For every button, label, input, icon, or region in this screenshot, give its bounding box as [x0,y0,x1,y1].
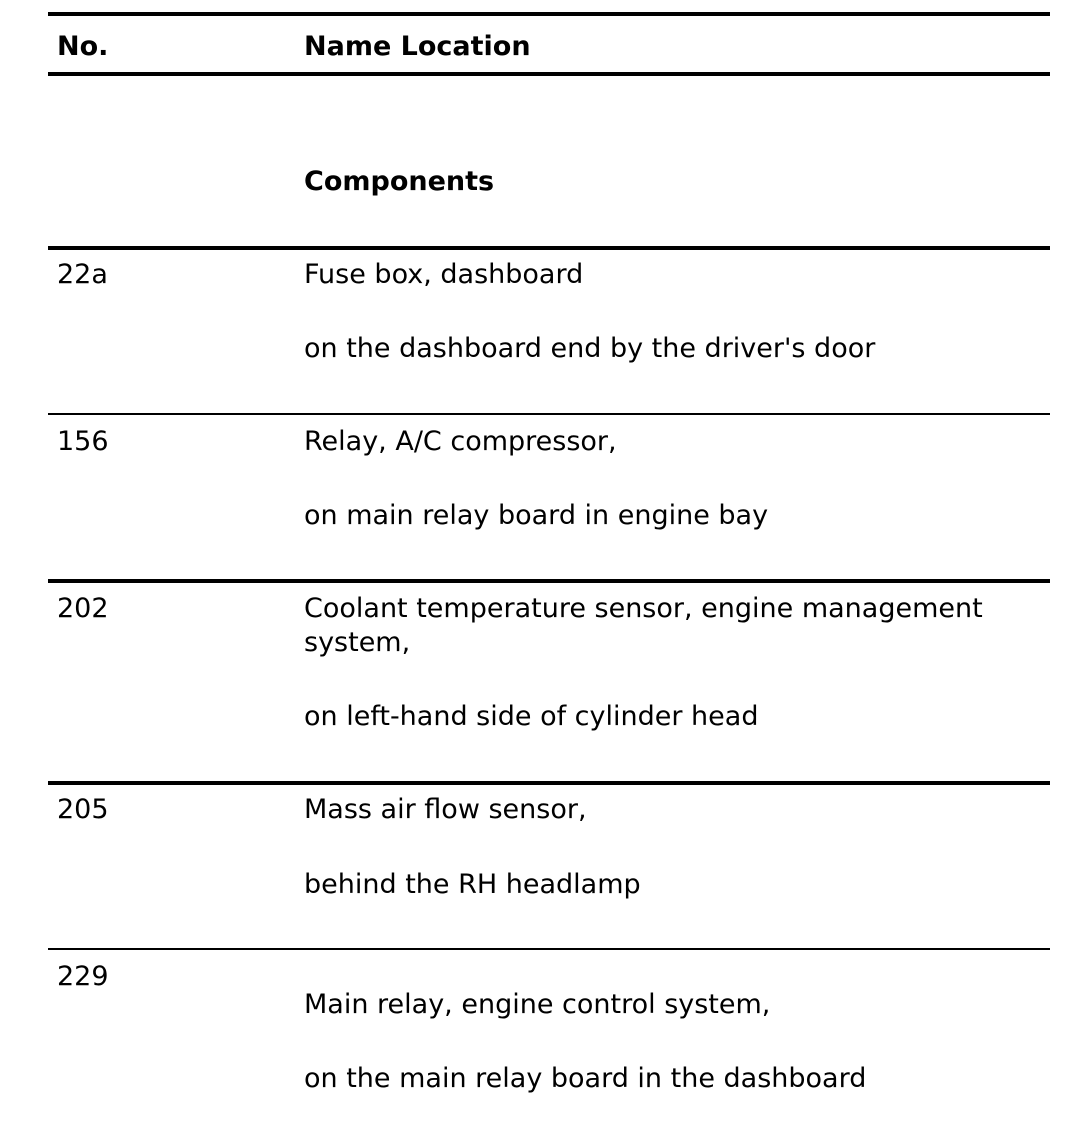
row-divider [48,579,1050,583]
row-number: 156 [57,426,109,457]
row-name: Fuse box, dashboard [304,259,584,290]
row-divider [48,948,1050,950]
row-location: on left-hand side of cylinder head [304,701,759,732]
section-rule [48,246,1050,250]
row-number: 205 [57,794,109,825]
row-location: on main relay board in engine bay [304,500,769,531]
row-divider [48,413,1050,415]
row-location: on the main relay board in the dashboard [304,1063,867,1094]
column-header-no: No. [57,31,109,62]
row-name: Mass air flow sensor, [304,794,587,825]
row-divider [48,781,1050,785]
row-name: Coolant temperature sensor, engine management system, [304,593,983,658]
header-bottom-rule [48,72,1050,76]
row-number: 229 [57,961,109,992]
row-name: Main relay, engine control system, [304,989,771,1020]
row-name: Relay, A/C compressor, [304,426,617,457]
row-number: 22a [57,259,108,290]
section-title: Components [304,166,495,197]
table-top-rule [48,12,1050,16]
column-header-name-location: Name Location [304,31,531,62]
row-location: on the dashboard end by the driver's door [304,333,876,364]
row-location: behind the RH headlamp [304,869,641,900]
row-number: 202 [57,593,109,624]
